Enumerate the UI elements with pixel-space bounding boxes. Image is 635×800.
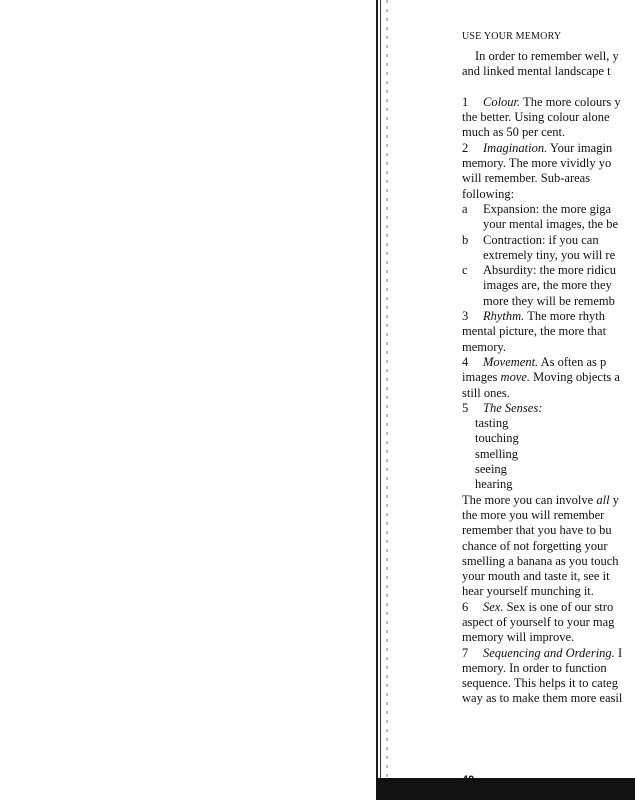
text-line xyxy=(462,569,622,584)
text-run: mental picture, the more that xyxy=(462,324,607,339)
text-line xyxy=(462,600,622,615)
italic-text: Colour. xyxy=(483,94,521,109)
italic-text: all xyxy=(596,492,610,507)
text-run: your mouth and taste it, see it xyxy=(462,569,610,584)
italic-text: Imagination. xyxy=(483,140,548,155)
book-page xyxy=(462,0,635,780)
list-number: 1 xyxy=(462,94,469,109)
italic-text: Sequencing and Ordering. xyxy=(483,645,615,660)
text-run: touching xyxy=(475,431,519,446)
text-line xyxy=(462,447,622,462)
text-line xyxy=(462,370,622,385)
text-run: will remember. Sub-areas xyxy=(462,171,591,186)
text-run: the more you will remember xyxy=(462,507,605,522)
book-spine-shadow xyxy=(386,0,388,800)
text-line xyxy=(462,661,622,676)
text-line xyxy=(462,125,622,140)
text-line xyxy=(462,508,622,523)
text-line xyxy=(462,309,622,324)
text-line xyxy=(462,217,622,232)
text-run: memory. xyxy=(462,339,506,354)
text-run: following: xyxy=(462,186,515,201)
text-run: and linked mental landscape t xyxy=(462,64,611,79)
text-run: hear yourself munching it. xyxy=(462,584,594,599)
text-line xyxy=(462,676,622,691)
text-run: As often as p xyxy=(538,354,607,369)
text-line xyxy=(462,233,622,248)
list-number: 5 xyxy=(462,400,469,415)
text-line xyxy=(462,202,622,217)
text-run: Moving objects a xyxy=(530,370,620,385)
text-line xyxy=(462,171,622,186)
list-number: 7 xyxy=(462,645,469,660)
italic-text: move. xyxy=(500,370,531,385)
list-letter: b xyxy=(462,232,469,247)
text-line xyxy=(462,431,622,446)
text-line xyxy=(462,493,622,508)
text-run: Sex is one of our stro xyxy=(503,599,614,614)
text-line xyxy=(462,49,622,64)
text-run: tasting xyxy=(475,416,509,431)
text-run: Contraction: if you can xyxy=(483,232,599,247)
text-line xyxy=(462,278,622,293)
list-number: 4 xyxy=(462,354,469,369)
text-run: Absurdity: the more ridicu xyxy=(483,263,616,278)
text-run: still ones. xyxy=(462,385,510,400)
italic-text: The Senses: xyxy=(483,400,543,415)
text-run: The more you can involve xyxy=(462,492,597,507)
text-run: The more colours y xyxy=(520,94,621,109)
text-line xyxy=(462,554,622,569)
text-run: way as to make them more easil xyxy=(462,691,623,706)
text-run: remember that you have to bu xyxy=(462,523,612,538)
list-number: 6 xyxy=(462,599,469,614)
text-run: smelling xyxy=(475,446,519,461)
text-line xyxy=(462,294,622,309)
text-line xyxy=(462,584,622,599)
text-line xyxy=(462,248,622,263)
text-line xyxy=(462,401,622,416)
scan-edge-shadow xyxy=(376,778,635,800)
text-line xyxy=(462,386,622,401)
list-number: 3 xyxy=(462,309,469,324)
text-line xyxy=(462,477,622,492)
text-run: images are, the more they xyxy=(483,278,612,293)
text-run: your mental images, the be xyxy=(483,217,619,232)
paragraph-gap xyxy=(462,80,622,95)
text-run: seeing xyxy=(475,462,507,477)
text-line xyxy=(462,355,622,370)
text-line xyxy=(462,263,622,278)
text-run: Expansion: the more giga xyxy=(483,201,612,216)
text-run: I xyxy=(614,645,623,660)
text-line xyxy=(462,646,622,661)
body-text xyxy=(462,49,622,707)
text-run: sequence. This helps it to categ xyxy=(462,676,618,691)
text-run: memory. In order to function xyxy=(462,660,607,675)
text-line xyxy=(462,141,622,156)
text-line xyxy=(462,691,622,706)
text-run: hearing xyxy=(475,477,513,492)
text-line xyxy=(462,539,622,554)
text-line xyxy=(462,156,622,171)
text-run: extremely tiny, you will re xyxy=(483,247,616,262)
text-run: aspect of yourself to your mag xyxy=(462,614,615,629)
text-run: The more rhyth xyxy=(524,309,605,324)
text-run: y xyxy=(609,492,619,507)
text-line xyxy=(462,416,622,431)
italic-text: Movement. xyxy=(483,354,539,369)
text-line xyxy=(462,64,622,79)
text-line xyxy=(462,340,622,355)
italic-text: Sex. xyxy=(483,599,504,614)
book-spine-gutter xyxy=(376,0,384,800)
text-line xyxy=(462,95,622,110)
list-number: 2 xyxy=(462,140,469,155)
text-run: In order to remember well, y xyxy=(475,49,619,63)
text-line xyxy=(462,523,622,538)
text-run: more they will be rememb xyxy=(483,293,615,308)
italic-text: Rhythm. xyxy=(483,309,525,324)
text-run: images xyxy=(462,370,501,385)
text-run: memory will improve. xyxy=(462,630,575,645)
text-run: chance of not forgetting your xyxy=(462,538,608,553)
running-head: USE YOUR MEMORY xyxy=(462,31,562,42)
text-line xyxy=(462,187,622,202)
text-line xyxy=(462,615,622,630)
text-line xyxy=(462,324,622,339)
text-run: much as 50 per cent. xyxy=(462,125,566,140)
text-run: Your imagin xyxy=(547,140,613,155)
text-run: the better. Using colour alone xyxy=(462,110,610,125)
text-line xyxy=(462,462,622,477)
list-letter: c xyxy=(462,263,468,278)
text-line xyxy=(462,110,622,125)
text-run: smelling a banana as you touch xyxy=(462,553,619,568)
text-run: memory. The more vividly yo xyxy=(462,156,612,171)
list-letter: a xyxy=(462,201,468,216)
text-line xyxy=(462,630,622,645)
